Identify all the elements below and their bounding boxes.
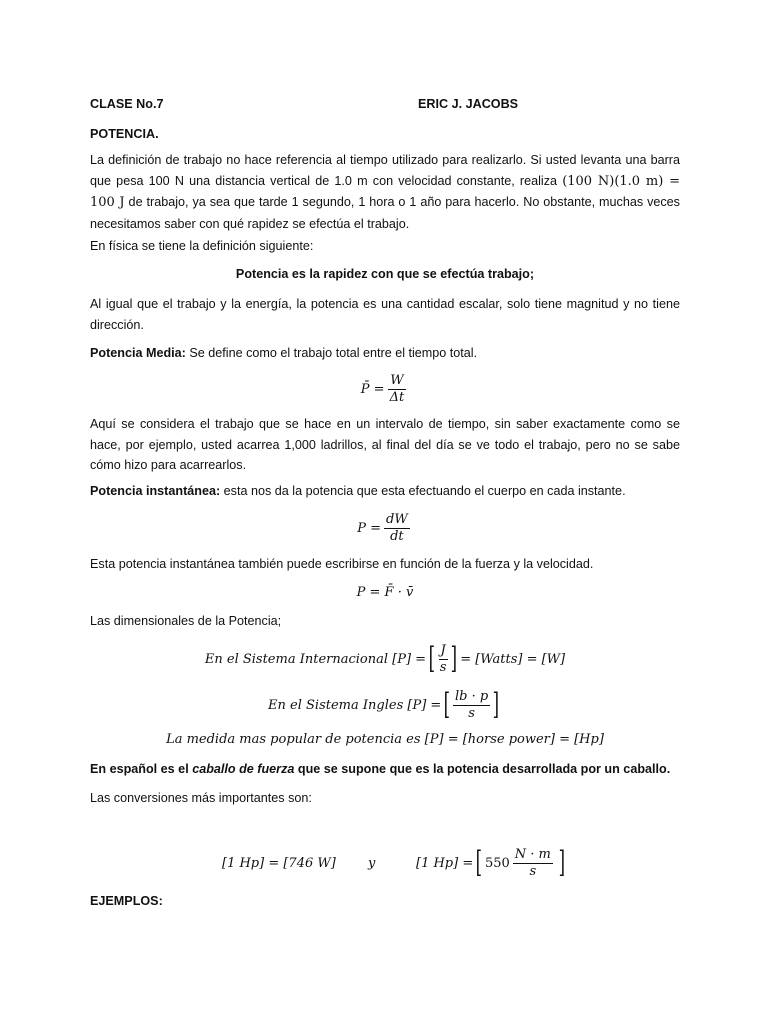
- equation-horse-power: La medida mas popular de potencia es [P] = [horse power] = [Hp]: [166, 731, 604, 747]
- spanish-italic: caballo de fuerza: [192, 762, 295, 776]
- bracket-open-icon: [: [428, 641, 436, 676]
- bracket-close-icon: ]: [558, 845, 565, 880]
- eq-conv2-val: 550: [484, 855, 510, 871]
- eq-ing-fraction: [453, 689, 490, 722]
- eq-conv2-lhs: [1 Hp] =: [416, 855, 474, 871]
- author-name: ERIC J. JACOBS: [418, 97, 519, 111]
- eq-inst-lhs: P =: [357, 520, 382, 536]
- eq-ing-den: s: [468, 705, 475, 721]
- eq-conv2-fraction: [513, 847, 553, 880]
- average-power-label: Potencia Media:: [90, 346, 186, 360]
- instant-power-paragraph: [90, 481, 680, 502]
- bracket-close-icon: ]: [451, 641, 458, 676]
- average-power-paragraph: [90, 343, 680, 364]
- eq-conv2-den: s: [529, 863, 537, 879]
- equation-english-units: [90, 684, 680, 726]
- dimensions-text: Las dimensionales de la Potencia;: [90, 614, 282, 628]
- eq-si-prefix: En el Sistema Internacional [P] =: [204, 651, 427, 667]
- eq-si-suffix: = [Watts] = [W]: [460, 651, 566, 667]
- spanish-text-1: En español es el: [90, 762, 193, 776]
- equation-dot-product: P = F̄ · v̄: [356, 584, 414, 600]
- eq-avg-num: W: [390, 372, 404, 388]
- eq-si-den: s: [439, 659, 447, 675]
- bracket-close-icon: ]: [492, 687, 500, 722]
- bracket-open-icon: [: [443, 687, 451, 722]
- eq-avg-den: Δt: [389, 389, 405, 405]
- equation-conv-watts: [1 Hp] = [746 W]: [222, 855, 336, 871]
- intro-paragraph: [90, 150, 680, 234]
- definition-text: Potencia es la rapidez con que se efectúa trabajo;: [235, 267, 535, 281]
- instant-power-text: esta nos da la potencia que esta efectuando el cuerpo en cada instante.: [220, 484, 626, 498]
- average-power-text: Se define como el trabajo total entre el tiempo total.: [185, 346, 478, 360]
- average-explain-paragraph: Aquí se considera el trabajo que se hace en un intervalo de tiempo, sin saber exactamente como se hace, por ejemplo, usted acarrea 1,000 ladrillos, al final del día se ve todo el trabajo, pero no se sabe cómo hizo para acarrearlos.: [90, 417, 680, 472]
- eq-conv2-num: N · m: [514, 846, 551, 862]
- eq-avg-lhs: P̄ =: [360, 381, 385, 397]
- eq-ing-prefix: En el Sistema Ingles [P] =: [268, 697, 442, 713]
- physics-def-text: En física se tiene la definición siguiente:: [90, 239, 314, 253]
- eq-inst-den: dt: [390, 528, 404, 544]
- examples-heading: EJEMPLOS:: [90, 894, 163, 908]
- eq-si-num: J: [440, 642, 446, 658]
- eq-avg-fraction: [388, 373, 407, 406]
- equation-si-units: [90, 638, 680, 680]
- instant-power-label: Potencia instantánea:: [90, 484, 221, 498]
- section-title: POTENCIA.: [90, 127, 159, 141]
- eq-inst-num: dW: [386, 511, 408, 527]
- instant-force-text: Esta potencia instantánea también puede escribirse en función de la fuerza y la velocidad.: [90, 557, 594, 571]
- eq-ing-num: lb · p: [455, 688, 489, 704]
- equation-conv-nm: [416, 842, 568, 884]
- bracket-open-icon: [: [475, 845, 483, 880]
- intro-text-1: La definición de trabajo no hace referencia al tiempo utilizado para realizarlo. Si usted levanta una barra que pesa 100 N una distancia vertical de 1.0 m con velocidad constante, realiza: [90, 153, 680, 188]
- spanish-text-2: que se supone que es la potencia desarrollada por un caballo.: [294, 762, 671, 776]
- conversions-text: Las conversiones más importantes son:: [90, 791, 312, 805]
- eq-si-fraction: [438, 643, 449, 676]
- scalar-paragraph: Al igual que el trabajo y la energía, la potencia es una cantidad escalar, solo tiene magnitud y no tiene dirección.: [90, 297, 680, 332]
- intro-text-2: de trabajo, ya sea que tarde 1 segundo, 1 hora o 1 año para hacerlo. No obstante, muchas veces necesitamos saber con qué rapidez se efectúa el trabajo.: [90, 195, 680, 231]
- class-label: CLASE No.7: [90, 97, 164, 111]
- intro-math: (100 N)(1.0 m) = 100 J: [90, 173, 680, 210]
- eq-inst-fraction: [384, 512, 410, 545]
- equation-instant-power: [90, 509, 680, 547]
- equation-conv-y: y: [368, 855, 376, 871]
- equation-average-power: [90, 370, 680, 408]
- spanish-paragraph: [90, 759, 680, 780]
